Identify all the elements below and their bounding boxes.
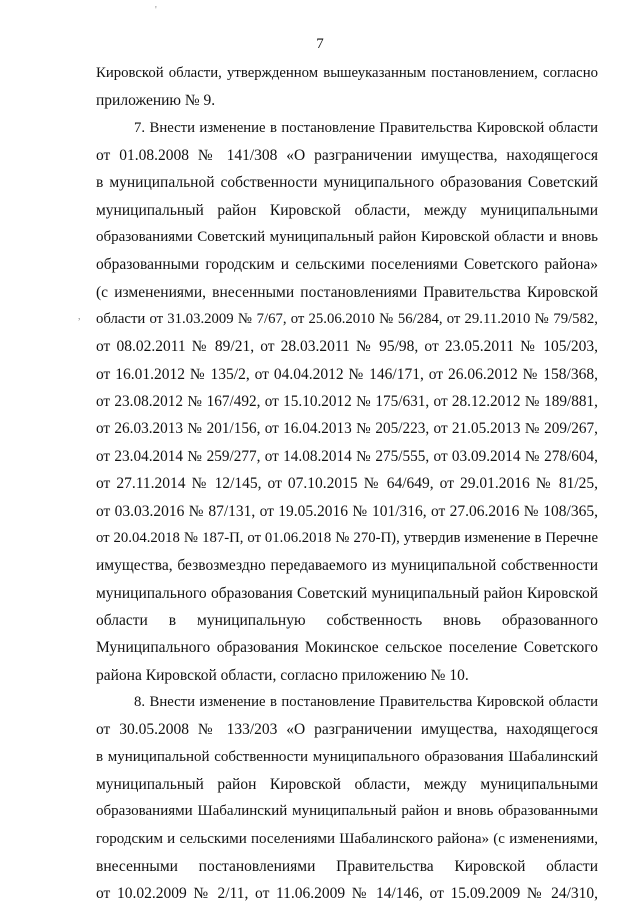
text-line: образованиями Шабалинский муниципальный район и вновь образованными <box>96 803 598 820</box>
text-line: внесенными постановлениями Правительства Кировской области <box>96 857 598 875</box>
document-body <box>96 60 598 908</box>
text-line: от 03.03.2016 № 87/131, от 19.05.2016 № 101/316, от 27.06.2016 № 108/365, <box>96 502 598 520</box>
scan-speck: ' <box>155 5 157 16</box>
text-line: образованиями Советский муниципальный район Кировской области и вновь <box>96 229 598 246</box>
text-line: области в муниципальную собственность вновь образованного <box>96 611 598 629</box>
text-line: муниципального образования Советский муниципальный район Кировской <box>96 584 598 602</box>
text-line: муниципальный район Кировской области, между муниципальными <box>96 201 598 219</box>
text-line: городским и сельскими поселениями Шабалинского района» (с изменениями, <box>96 830 598 847</box>
text-line: от 10.02.2009 № 2/11, от 11.06.2009 № 14/146, от 15.09.2009 № 24/310, <box>96 885 598 903</box>
text-line: от 27.11.2014 № 12/145, от 07.10.2015 № 64/649, от 29.01.2016 № 81/25, <box>96 475 598 493</box>
text-line: от 01.08.2008 № 141/308 «О разграничении имущества, находящегося <box>96 147 598 165</box>
text-line: образованными городским и сельскими поселениями Советского района» <box>96 256 598 274</box>
text-line: района Кировской области, согласно приложению № 10. <box>96 666 469 684</box>
text-line: 8. Внести изменение в постановление Правительства Кировской области <box>134 693 598 710</box>
text-line: от 20.04.2018 № 187-П, от 01.06.2018 № 270-П), утвердив изменение в Перечне <box>96 529 598 546</box>
text-line: в муниципальной собственности муниципального образования Шабалинский <box>96 748 598 765</box>
text-line: области от 31.03.2009 № 7/67, от 25.06.2010 № 56/284, от 29.11.2010 № 79/582, <box>96 311 598 328</box>
text-line: от 26.03.2013 № 201/156, от 16.04.2013 № 205/223, от 21.05.2013 № 209/267, <box>96 420 598 438</box>
page-number: 7 <box>316 36 324 52</box>
text-line: от 16.01.2012 № 135/2, от 04.04.2012 № 146/171, от 26.06.2012 № 158/368, <box>96 365 598 383</box>
text-line: Кировской области, утвержденном вышеуказанным постановлением, согласно <box>96 65 598 81</box>
text-line: приложению № 9. <box>96 92 216 110</box>
text-line: муниципальный район Кировской области, между муниципальными <box>96 775 598 793</box>
text-line: (с изменениями, внесенными постановлениями Правительства Кировской <box>96 283 598 301</box>
text-line: имущества, безвозмездно передаваемого из муниципальной собственности <box>96 557 598 575</box>
text-line: 7. Внести изменение в постановление Правительства Кировской области <box>134 119 598 136</box>
text-line: в муниципальной собственности муниципального образования Советский <box>96 174 598 192</box>
text-line: от 08.02.2011 № 89/21, от 28.03.2011 № 95/98, от 23.05.2011 № 105/203, <box>96 338 598 356</box>
text-line: Муниципального образования Мокинское сельское поселение Советского <box>96 639 598 657</box>
text-line: от 30.05.2008 № 133/203 «О разграничении имущества, находящегося <box>96 721 598 739</box>
text-line: от 23.04.2014 № 259/277, от 14.08.2014 № 275/555, от 03.09.2014 № 278/604, <box>96 447 598 465</box>
text-line: от 23.08.2012 № 167/492, от 15.10.2012 № 175/631, от 28.12.2012 № 189/881, <box>96 393 598 411</box>
scan-speck: , <box>78 311 81 322</box>
